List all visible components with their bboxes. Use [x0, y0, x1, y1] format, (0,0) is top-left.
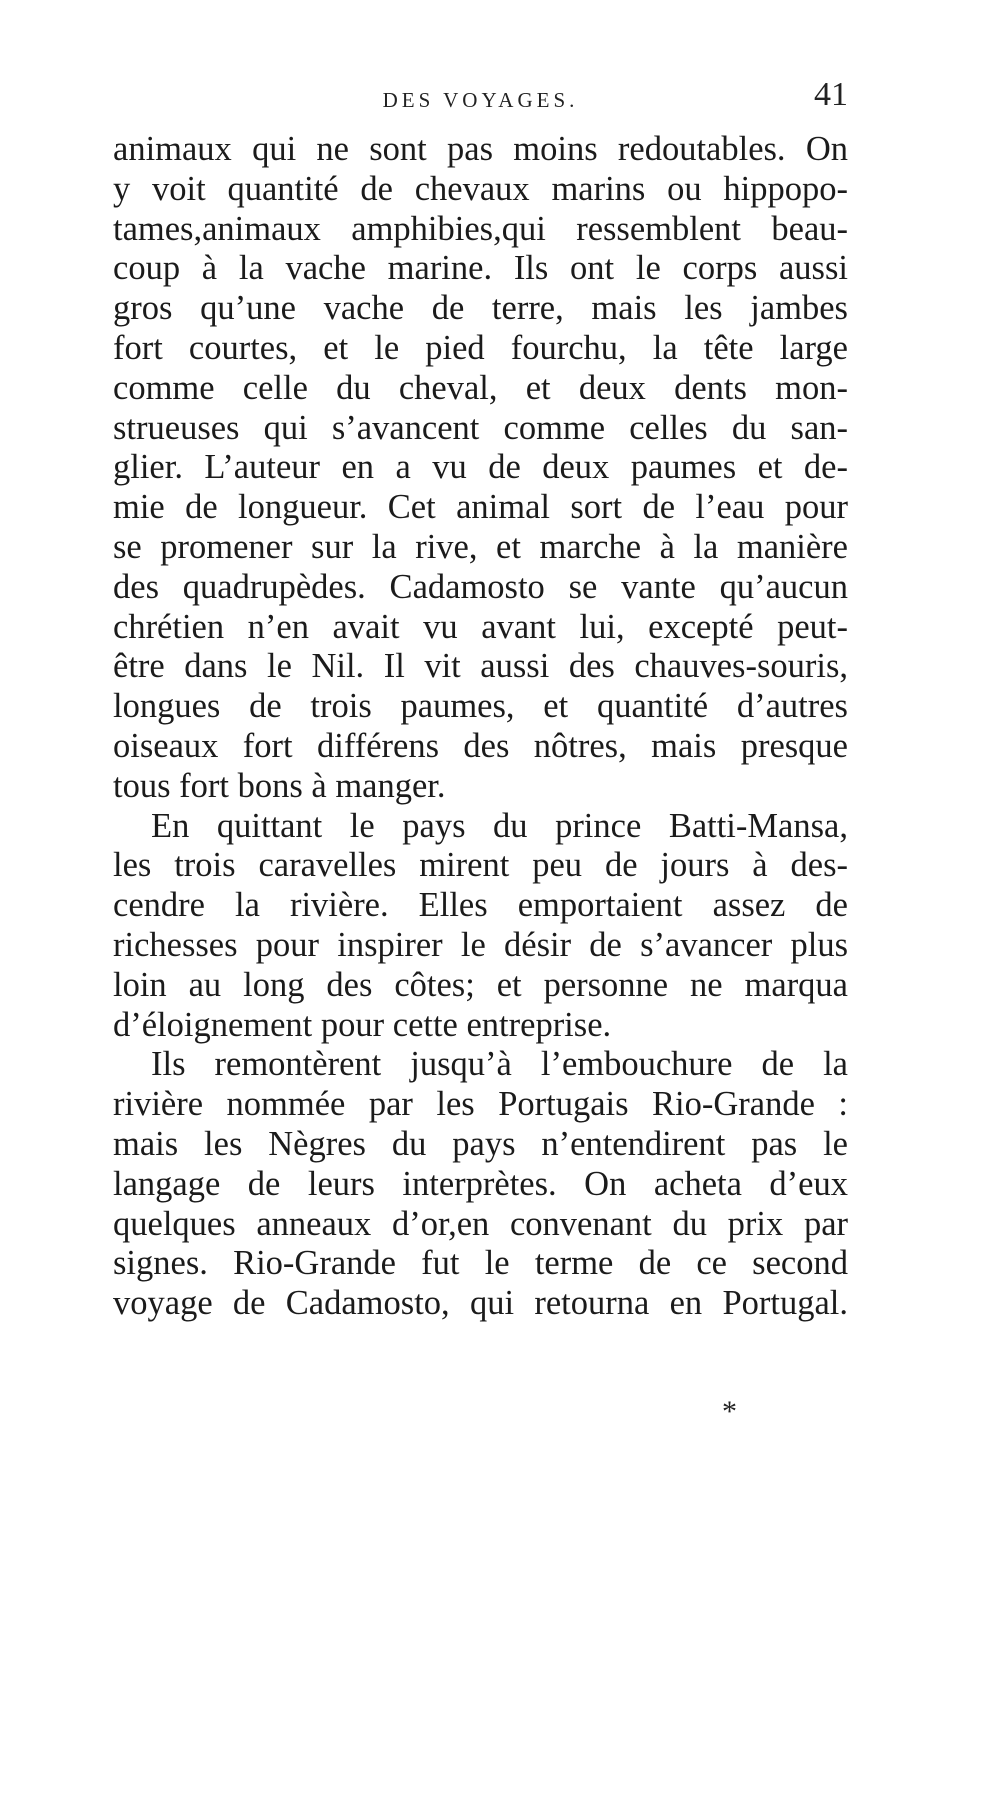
text-line: coup à la vache marine. Ils ont le corps aussi [113, 249, 848, 288]
text-line: y voit quantité de chevaux marins ou hippopo- [113, 169, 848, 208]
running-head [113, 76, 848, 122]
paragraph-start-line: Ils remontèrent jusqu’à l’embouchure de la [151, 1045, 848, 1084]
page-number: 41 [814, 76, 848, 113]
paragraph-end-line: tous fort bons à manger. [113, 766, 446, 805]
text-line: tames,animaux amphibies,qui ressemblent beau- [113, 209, 848, 248]
text-line: fort courtes, et le pied fourchu, la tête large [113, 328, 848, 367]
text-line: richesses pour inspirer le désir de s’avancer plus [113, 925, 848, 964]
text-line: des quadrupèdes. Cadamosto se vante qu’aucun [113, 567, 848, 606]
text-line: voyage de Cadamosto, qui retourna en Portugal. [113, 1284, 848, 1323]
text-line: longues de trois paumes, et quantité d’autres [113, 687, 848, 726]
signature-mark: * [722, 1395, 737, 1428]
running-head-title: DES VOYAGES. [382, 88, 579, 112]
text-line: les trois caravelles mirent peu de jours à des- [113, 846, 848, 885]
text-line: comme celle du cheval, et deux dents mon- [113, 368, 848, 407]
text-line: mie de longueur. Cet animal sort de l’eau pour [113, 488, 848, 527]
paragraph-end-line: d’éloignement pour cette entreprise. [113, 1005, 612, 1044]
text-line: être dans le Nil. Il vit aussi des chauves-souris, [113, 647, 848, 686]
text-line: oiseaux fort différens des nôtres, mais presque [113, 726, 848, 765]
paragraph-start-line: En quittant le pays du prince Batti-Mansa, [151, 806, 848, 845]
text-line: animaux qui ne sont pas moins redoutables. On [113, 130, 848, 168]
text-line: se promener sur la rive, et marche à la manière [113, 527, 848, 566]
text-line: gros qu’une vache de terre, mais les jambes [113, 289, 848, 328]
text-line: rivière nommée par les Portugais Rio-Grande : [113, 1085, 848, 1124]
text-line: langage de leurs interprètes. On acheta d’eux [113, 1164, 848, 1203]
text-line: loin au long des côtes; et personne ne marqua [113, 965, 848, 1004]
body-text [113, 130, 848, 1324]
text-line: mais les Nègres du pays n’entendirent pas le [113, 1124, 848, 1163]
text-line: quelques anneaux d’or,en convenant du prix par [113, 1204, 848, 1243]
text-line: cendre la rivière. Elles emportaient assez de [113, 886, 848, 925]
text-line: strueuses qui s’avancent comme celles du san- [113, 408, 848, 447]
text-line: glier. L’auteur en a vu de deux paumes et de- [113, 448, 848, 487]
text-line: chrétien n’en avait vu avant lui, excepté peut- [113, 607, 848, 646]
text-line: signes. Rio-Grande fut le terme de ce second [113, 1244, 848, 1283]
